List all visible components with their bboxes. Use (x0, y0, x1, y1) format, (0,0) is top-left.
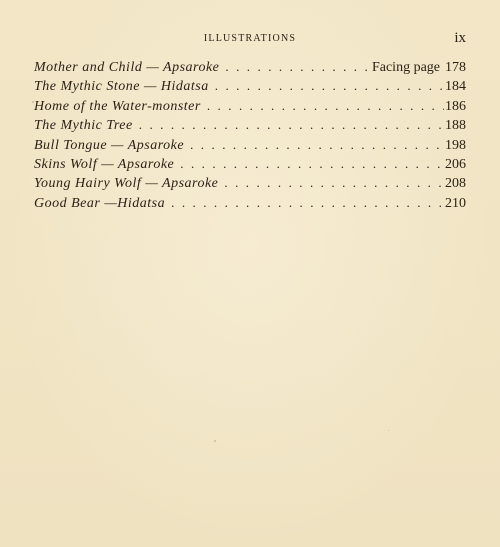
illustration-page-number: 208 (445, 176, 466, 192)
illustration-title: Skins Wolf — Apsaroke (34, 156, 175, 172)
illustration-page-number: 188 (445, 118, 466, 134)
illustration-page-number: 178 (445, 60, 466, 75)
illustration-page-number: 184 (445, 79, 466, 95)
dot-leader (209, 76, 444, 95)
paper-speck (388, 430, 389, 431)
illustration-title: Bull Tongue — Apsaroke (34, 137, 185, 153)
list-item (34, 115, 466, 134)
illustrations-list (34, 57, 466, 212)
illustration-title: Good Bear —Hidatsa (34, 195, 166, 211)
dot-leader (184, 135, 444, 154)
list-item (34, 76, 466, 95)
list-item (34, 154, 466, 173)
list-item (34, 193, 466, 212)
dot-leader (201, 96, 444, 115)
facing-page-label: Facing page (371, 60, 440, 75)
list-item (34, 173, 466, 192)
illustration-title: Young Hairy Wolf — Apsaroke (34, 176, 219, 192)
paper-speck (32, 101, 34, 103)
list-item (34, 135, 466, 154)
list-item (34, 57, 466, 76)
dot-leader (165, 193, 444, 212)
illustration-page-number: 198 (445, 137, 466, 153)
illustration-title: The Mythic Stone — Hidatsa (34, 79, 209, 95)
page-number: ix (454, 30, 466, 46)
illustration-title: Home of the Water-monster (34, 98, 201, 114)
illustration-page-number: 206 (445, 156, 466, 172)
list-item (34, 96, 466, 115)
illustration-title: The Mythic Tree (34, 118, 133, 134)
dot-leader (174, 154, 444, 173)
illustration-page-number: 210 (445, 195, 466, 211)
illustration-title: Mother and Child — Apsaroke (34, 60, 220, 75)
paper-speck (214, 440, 216, 442)
illustration-page-number: 186 (445, 98, 466, 114)
page-header (34, 30, 466, 48)
section-title: ILLUSTRATIONS (203, 33, 297, 44)
dot-leader (218, 173, 444, 192)
dot-leader (219, 57, 372, 76)
dot-leader (133, 115, 444, 134)
